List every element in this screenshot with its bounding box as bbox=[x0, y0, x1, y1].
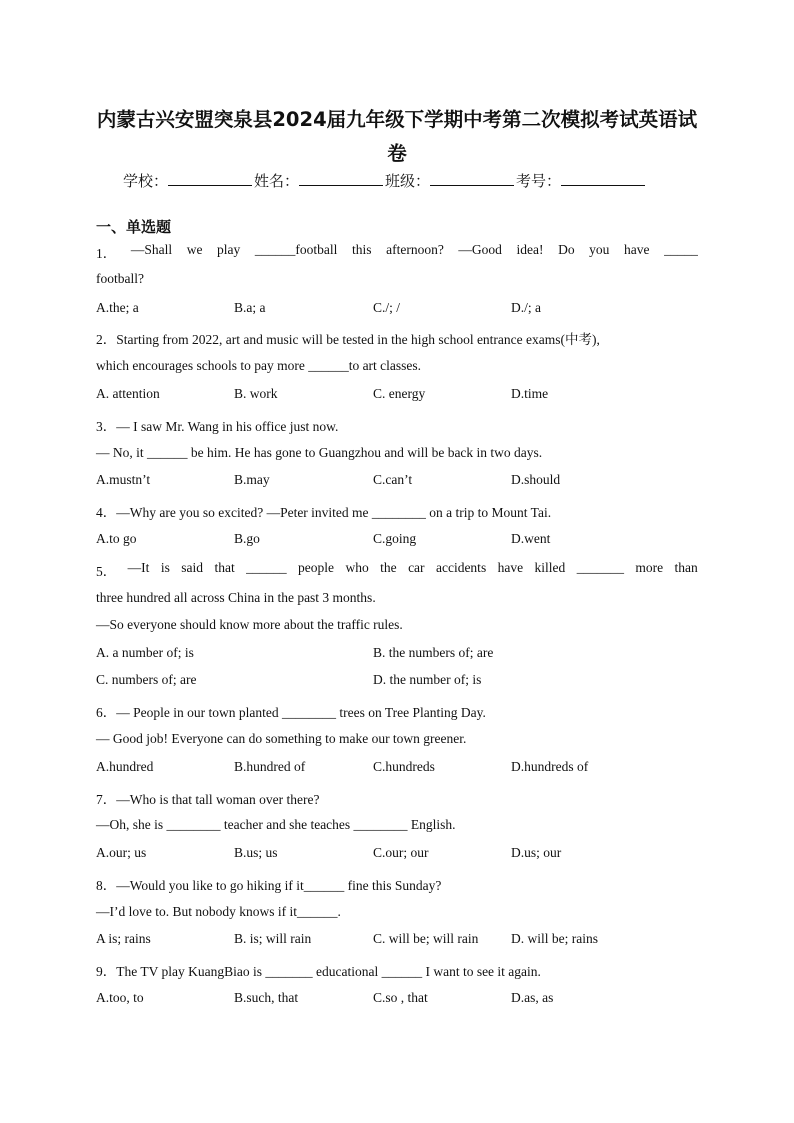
q9-option-a: A.too, to bbox=[96, 990, 144, 1005]
q7-option-d: D.us; our bbox=[511, 845, 562, 860]
q1-option-c: C./; / bbox=[373, 300, 401, 315]
student-info-row bbox=[123, 170, 647, 191]
question-2-line2: which encourages schools to pay more ______to art classes. bbox=[96, 358, 422, 373]
question-8-line1: 8．—Would you like to go hiking if it______ fine this Sunday? bbox=[96, 878, 442, 893]
q6-option-a: A.hundred bbox=[96, 759, 154, 774]
section-heading: 一、单选题 bbox=[96, 218, 172, 236]
q4-option-c: C.going bbox=[373, 531, 417, 546]
q3-option-d: D.should bbox=[511, 472, 561, 487]
q8-option-b: B. is; will rain bbox=[234, 931, 312, 946]
class-label: 班级： bbox=[385, 172, 431, 190]
q5-option-c: C. numbers of; are bbox=[96, 672, 197, 687]
school-label: 学校： bbox=[123, 172, 169, 190]
q8-option-c: C. will be; will rain bbox=[373, 931, 479, 946]
question-1-line2: football? bbox=[96, 271, 144, 286]
q4-option-d: D.went bbox=[511, 531, 551, 546]
q5-option-a: A. a number of; is bbox=[96, 645, 194, 660]
name-blank bbox=[299, 171, 383, 186]
exam-number-blank bbox=[561, 171, 645, 186]
question-7-line2: —Oh, she is ________ teacher and she teaches ________ English. bbox=[96, 817, 456, 832]
question-2-line1: 2．Starting from 2022, art and music will be tested in the high school entrance exams(中考), bbox=[96, 332, 600, 347]
q3-option-c: C.can’t bbox=[373, 472, 413, 487]
question-8-line2: —I’d love to. But nobody knows if it______. bbox=[96, 904, 341, 919]
q6-option-d: D.hundreds of bbox=[511, 759, 589, 774]
q8-option-d: D. will be; rains bbox=[511, 931, 598, 946]
q3-option-a: A.mustn’t bbox=[96, 472, 151, 487]
q9-option-d: D.as, as bbox=[511, 990, 554, 1005]
q2-option-a: A. attention bbox=[96, 386, 160, 401]
question-3-line1: 3．— I saw Mr. Wang in his office just now. bbox=[96, 419, 339, 434]
exam-title-line1: 内蒙古兴安盟突泉县2024届九年级下学期中考第二次模拟考试英语试 bbox=[96, 108, 698, 131]
question-7-line1: 7．—Who is that tall woman over there? bbox=[96, 792, 320, 807]
school-blank bbox=[168, 171, 252, 186]
q1-option-a: A.the; a bbox=[96, 300, 139, 315]
question-1-line1: 1． —Shall we play ______football this afternoon? —Good idea! Do you have _____ bbox=[96, 242, 698, 261]
q6-option-b: B.hundred of bbox=[234, 759, 306, 774]
exam-number-label: 考号： bbox=[516, 172, 562, 190]
q7-option-c: C.our; our bbox=[373, 845, 429, 860]
q2-option-d: D.time bbox=[511, 386, 549, 401]
question-5-line3: —So everyone should know more about the traffic rules. bbox=[96, 617, 403, 632]
class-blank bbox=[430, 171, 514, 186]
question-3-line2: — No, it ______ be him. He has gone to Guangzhou and will be back in two days. bbox=[96, 445, 543, 460]
question-6-line2: — Good job! Everyone can do something to make our town greener. bbox=[96, 731, 467, 746]
q3-option-b: B.may bbox=[234, 472, 270, 487]
question-5-line1: 5． —It is said that ______ people who the car accidents have killed _______ more than bbox=[96, 560, 698, 579]
q1-option-b: B.a; a bbox=[234, 300, 266, 315]
question-4-line1: 4．—Why are you so excited? —Peter invited me ________ on a trip to Mount Tai. bbox=[96, 505, 552, 520]
q1-option-d: D./; a bbox=[511, 300, 541, 315]
q7-option-b: B.us; us bbox=[234, 845, 278, 860]
q4-option-b: B.go bbox=[234, 531, 260, 546]
question-9-line1: 9．The TV play KuangBiao is _______ educational ______ I want to see it again. bbox=[96, 964, 541, 979]
q5-option-b: B. the numbers of; are bbox=[373, 645, 494, 660]
q9-option-c: C.so , that bbox=[373, 990, 428, 1005]
name-label: 姓名： bbox=[254, 172, 300, 190]
q6-option-c: C.hundreds bbox=[373, 759, 435, 774]
q8-option-a: A is; rains bbox=[96, 931, 151, 946]
question-5-line2: three hundred all across China in the past 3 months. bbox=[96, 590, 376, 605]
q9-option-b: B.such, that bbox=[234, 990, 299, 1005]
q5-option-d: D. the number of; is bbox=[373, 672, 482, 687]
q2-option-c: C. energy bbox=[373, 386, 426, 401]
q7-option-a: A.our; us bbox=[96, 845, 147, 860]
question-6-line1: 6．— People in our town planted ________ trees on Tree Planting Day. bbox=[96, 705, 486, 720]
q2-option-b: B. work bbox=[234, 386, 278, 401]
exam-title-line2: 卷 bbox=[387, 142, 407, 165]
q4-option-a: A.to go bbox=[96, 531, 137, 546]
